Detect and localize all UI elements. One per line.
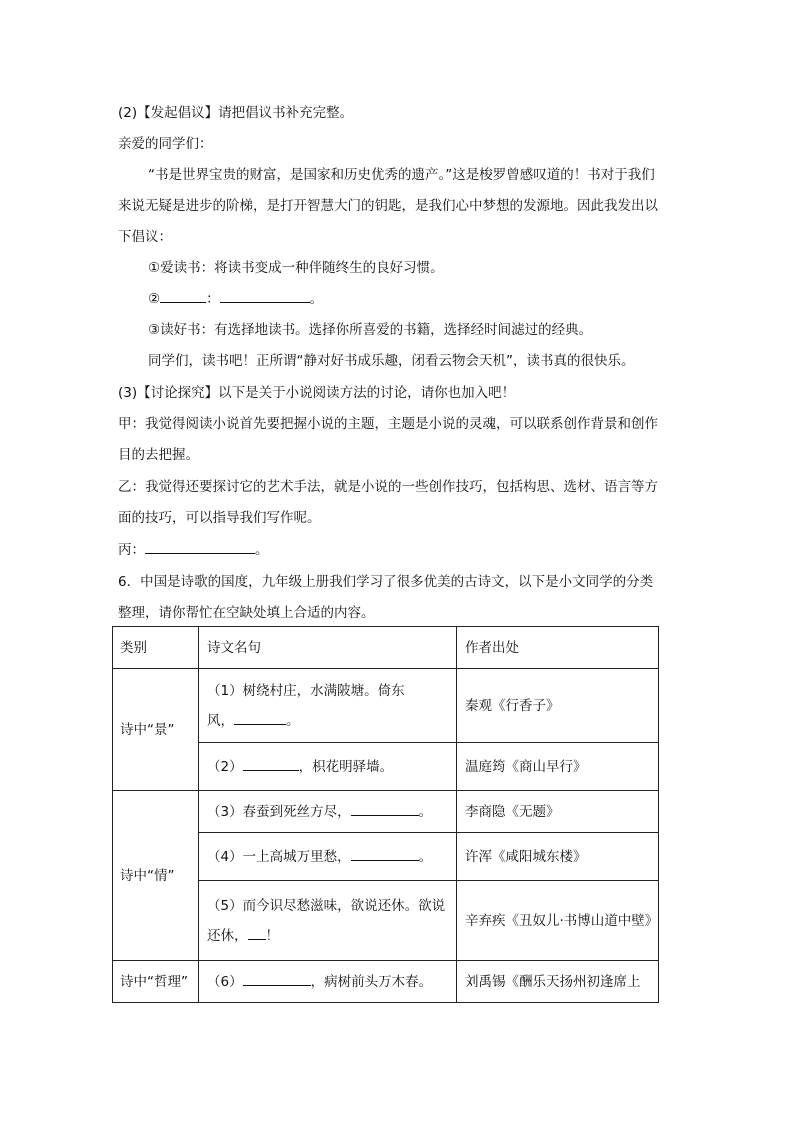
source-cell: 辛弃疾《丑奴儿·书博山道中壁》 bbox=[457, 881, 659, 961]
blank-field[interactable] bbox=[248, 926, 266, 940]
source-cell: 温庭筠《商山早行》 bbox=[457, 743, 659, 791]
separator: ： bbox=[206, 291, 220, 307]
speaker-yi-line: 面的技巧，可以指导我们写作呢。 bbox=[118, 510, 321, 526]
source-cell: 许浑《咸阳城东楼》 bbox=[457, 833, 659, 881]
end-mark: 。 bbox=[418, 803, 433, 820]
item-number: ② bbox=[148, 291, 161, 307]
lines-cell bbox=[199, 743, 457, 791]
poem-text: （3）春蚕到死丝方尽， bbox=[207, 803, 351, 820]
proposal-item-3: ③读好书：有选择地读书。选择你所喜爱的书籍，选择经时间滤过的经典。 bbox=[148, 322, 593, 338]
speaker-bing-line bbox=[118, 540, 678, 560]
header-source: 作者出处 bbox=[457, 627, 659, 669]
poem-text: （5）而今识尽愁滋味，欲说还休。欲说 bbox=[207, 897, 446, 914]
closing-line: 同学们，读书吧！正所谓“静对好书成乐趣，闭看云物会天机”，读书真的很快乐。 bbox=[148, 353, 635, 369]
lines-cell bbox=[199, 833, 457, 881]
category-cell: 诗中“情” bbox=[113, 791, 199, 961]
lines-cell bbox=[199, 791, 457, 833]
table-row bbox=[113, 791, 659, 833]
poetry-table bbox=[112, 626, 659, 1003]
poem-text: （4）一上高城万里愁， bbox=[207, 848, 351, 865]
proposal-item-1: ①爱读书：将读书变成一种伴随终生的良好习惯。 bbox=[148, 260, 444, 276]
greeting: 亲爱的同学们： bbox=[118, 136, 213, 152]
lines-cell bbox=[199, 881, 457, 961]
category-cell: 诗中“哲理” bbox=[113, 961, 199, 1003]
end-mark: 。 bbox=[309, 291, 324, 307]
blank-field[interactable] bbox=[351, 847, 419, 861]
poem-text: ，病树前头万木春。 bbox=[310, 973, 433, 990]
q6-line: 6．中国是诗歌的国度，九年级上册我们学习了很多优美的古诗文，以下是小文同学的分类 bbox=[118, 574, 654, 590]
end-mark: ！ bbox=[265, 927, 279, 944]
blank-field[interactable] bbox=[351, 802, 419, 816]
source-cell: 刘禹锡《酬乐天扬州初逢席上 bbox=[457, 961, 659, 1003]
poem-text: 还休， bbox=[207, 927, 248, 944]
category-cell: 诗中“景” bbox=[113, 669, 199, 791]
table-row bbox=[113, 961, 659, 1003]
speaker-yi-line: 乙：我觉得还要探讨它的艺术手法，就是小说的一些创作技巧，包括构思、选材、语言等方 bbox=[118, 479, 658, 495]
header-lines: 诗文名句 bbox=[199, 627, 457, 669]
blank-field[interactable] bbox=[243, 757, 299, 771]
end-mark: 。 bbox=[255, 542, 269, 558]
table-header-row bbox=[113, 627, 659, 669]
q3-heading: (3)【讨论探究】以下是关于小说阅读方法的讨论，请你也加入吧！ bbox=[118, 385, 516, 401]
header-category: 类别 bbox=[113, 627, 199, 669]
speaker-label: 丙： bbox=[118, 542, 145, 558]
source-cell: 李商隐《无题》 bbox=[457, 791, 659, 833]
blank-field[interactable] bbox=[243, 972, 311, 986]
paragraph-line: “书是世界宝贵的财富，是国家和历史优秀的遗产。”这是梭罗曾感叹道的！书对于我们 bbox=[148, 167, 655, 183]
paragraph-line: 来说无疑是进步的阶梯，是打开智慧大门的钥匙，是我们心中梦想的发源地。因此我发出以 bbox=[118, 198, 658, 214]
poem-text: （6） bbox=[207, 973, 243, 990]
proposal-item-2 bbox=[148, 289, 708, 309]
source-cell: 秦观《行香子》 bbox=[457, 669, 659, 743]
blank-field[interactable] bbox=[234, 711, 286, 725]
poem-text: （2） bbox=[207, 758, 243, 775]
end-mark: 。 bbox=[286, 712, 300, 729]
blank-field[interactable] bbox=[220, 289, 310, 303]
table-row bbox=[113, 669, 659, 743]
q6-line: 整理，请你帮忙在空缺处填上合适的内容。 bbox=[118, 605, 375, 621]
q2-heading: (2)【发起倡议】请把倡议书补充完整。 bbox=[118, 105, 354, 121]
paragraph-line: 下倡议： bbox=[118, 229, 172, 245]
poem-text: （1）树绕村庄，水满陂塘。倚东 bbox=[207, 682, 405, 699]
end-mark: 。 bbox=[418, 848, 433, 865]
speaker-jia-line: 甲：我觉得阅读小说首先要把握小说的主题，主题是小说的灵魂，可以联系创作背景和创作 bbox=[118, 416, 658, 432]
lines-cell bbox=[199, 961, 457, 1003]
blank-field[interactable] bbox=[160, 289, 206, 303]
lines-cell bbox=[199, 669, 457, 743]
poem-text: 风， bbox=[207, 712, 234, 729]
poem-text: ，枳花明驿墙。 bbox=[298, 758, 394, 775]
speaker-jia-line: 目的去把握。 bbox=[118, 447, 199, 463]
blank-field[interactable] bbox=[145, 540, 255, 554]
